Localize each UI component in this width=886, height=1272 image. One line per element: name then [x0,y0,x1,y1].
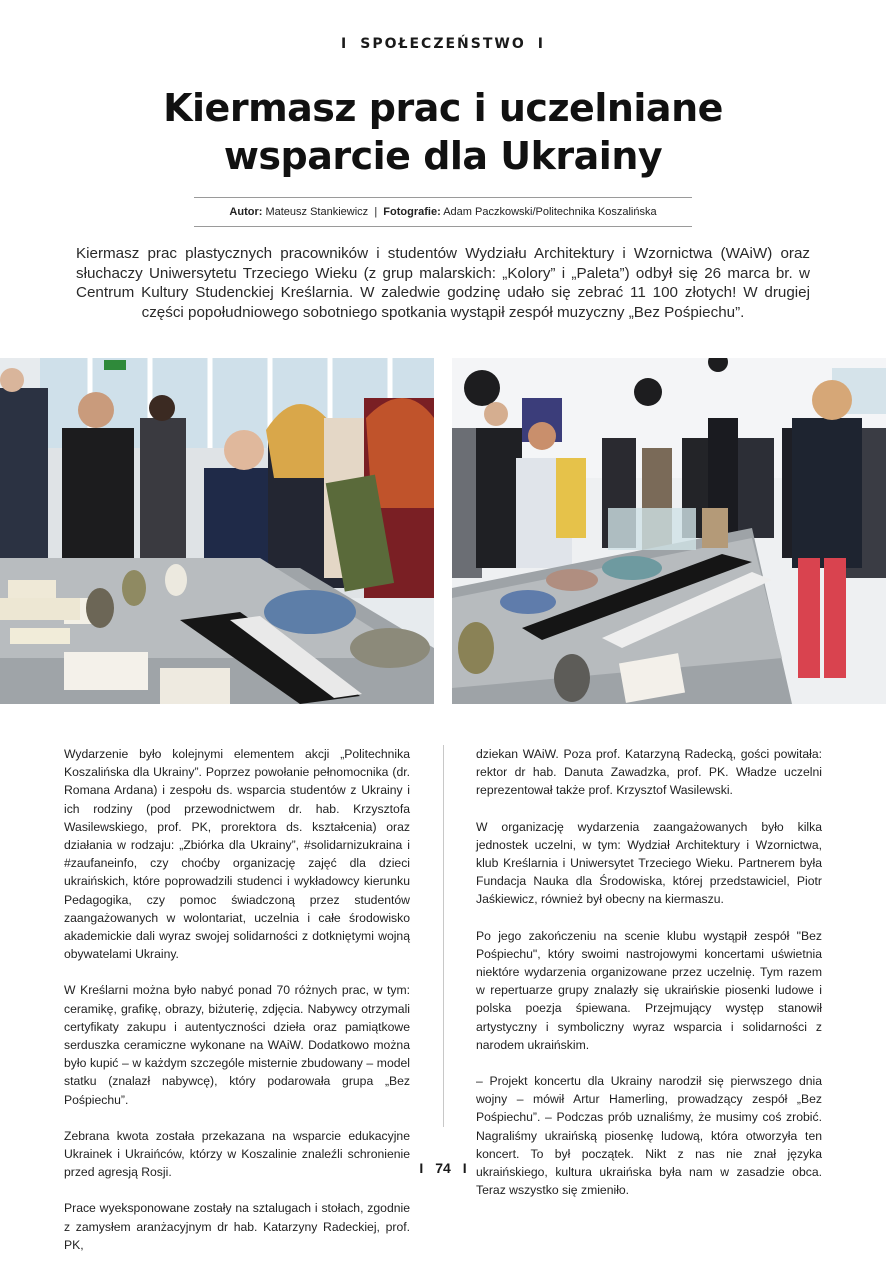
column-divider [443,745,444,1127]
body-paragraph: Wydarzenie było kolejnymi elementem akcji „Politechnika Koszalińska dla Ukrainy”. Poprzez powołanie pełnomocnika (dr. Romana Ardana) i zespołu ds. wsparcia studentów z Ukrainy i ich rodziny (pod przewodnictwem dr. hab. Krzysztofa Wasilewskiego, prof. PK, prorektora ds. kształcenia) oraz działania w rodzaju: „Zbiórka dla Ukrainy”, #solidarnizukraina i #zaufaneinfo, czy choćby organizację zajęć dla dzieci ukraińskich, które poprowadzili studenci i wykładowcy kierunku Pedagogika, czy pomoc świadczoną przez studentów zaangażowanych w wolontariat, uczelnia i całe środowisko akademickie dali wyraz swojej solidarności z dotkniętymi wojną obywatelami Ukrainy. [64,747,410,962]
body-paragraph: W Kreślarni można było nabyć ponad 70 różnych prac, w tym: ceramikę, grafikę, obrazy, biżuterię, zdjęcia. Nabywcy otrzymali certyfikaty zakupu i autentyczności dzieła oraz pamiątkowe serduszka ceramiczne wykonane na WAiW. Dodatkowo można było kupić – w każdym szczególe misternie zbudowany – model statku (znalazł nabywcę), który podarowała grupa „Bez Pośpiechu”. [64,983,410,1107]
page-separator-right: I [462,1160,467,1176]
page-separator-left: I [419,1160,424,1176]
body-paragraph: Zebrana kwota została przekazana na wsparcie edukacyjne Ukrainek i Ukraińców, którzy w Koszalinie znaleźli schronienie przed agresją Rosji. [64,1128,410,1180]
author-name: Mateusz Stankiewicz [265,206,369,218]
section-separator-right: I [537,36,545,52]
byline-separator: | [374,206,378,218]
body-paragraph: Po jego zakończeniu na scenie klubu wystąpił zespół "Bez Pośpiechu", który swoimi nastrojowymi koncertami uświetnia niektóre wydarzenia organizowane przez uczelnię. Tym razem w repertuarze grupy znalazły się ukraińskie piosenki ludowe i polska poezja śpiewana. Przejmujący występ stanowił artystyczny i symboliczny wyraz wsparcia i solidarności z narodem ukraińskim. [476,928,822,1052]
article-lead: Kiermasz prac plastycznych pracowników i studentów Wydziału Architektury i Wzornictwa (WAiW) oraz słuchaczy Uniwersytetu Trzeciego Wieku (z grup malarskich: „Kolory” i „Paleta”) odbył się 26 marca br. w Centrum Kultury Studenckiej Kreślarnia. W zaledwie godzinę udało się zebrać 11 100 złotych! W drugiej części popołudniowego sobotniego spotkania wystąpił zespół muzyczny „Bez Pośpiechu”. [76,245,810,321]
byline [194,197,692,227]
photo-exhibition-right [452,358,886,704]
page-number-value: 74 [435,1160,451,1176]
section-separator-left: I [341,36,349,52]
body-paragraph: – Projekt koncertu dla Ukrainy narodził się pierwszego dnia wojny – mówił Artur Hamerling, prowadzący zespół „Bez Pośpiechu”. – Podczas prób uznaliśmy, że musimy coś zrobić. Nagraliśmy ukraińską piosenkę ludową, która otworzyła ten koncert. To był początek. Nikt z nas nie znał języka ukraińskiego, kultura ukraińska była nam w zasadzie obca. Teraz wszystko się zmieniło. [476,1074,822,1198]
page-number [0,1160,886,1176]
photo-exhibition-left [0,358,434,704]
article-column-left [64,745,410,1272]
body-paragraph: Prace wyeksponowane zostały na sztalugach i stołach, zgodnie z zamysłem aranżacyjnym dr hab. Katarzyny Radeckiej, prof. PK, [64,1201,410,1252]
article-title-line-2: wsparcie dla Ukrainy [223,134,663,178]
body-paragraph: dziekan WAiW. Poza prof. Katarzyną Radecką, gości powitała: rektor dr hab. Danuta Zawadzka, prof. PK. Władze uczelni reprezentował także prof. Krzysztof Wasilewski. [476,747,822,798]
body-paragraph: W organizację wydarzenia zaangażowanych było kilka jednostek uczelni, w tym: Wydział Architektury i Wzornictwa, klub Kreślarnia i Uniwersytet Trzeciego Wieku. Partnerem była Fundacja Nauka dla Środowiska, której przedstawiciel, Piotr Jaśkiewicz, również był obecny na kiermaszu. [476,819,822,907]
author-label: Autor: [229,206,263,218]
section-name: SPOŁECZEŃSTWO [360,36,526,52]
section-label [0,36,886,52]
photos-label: Fotografie: [383,206,441,218]
photos-credit: Adam Paczkowski/Politechnika Koszalińska [443,206,657,218]
article-title [0,84,886,180]
article-title-line-1: Kiermasz prac i uczelniane [163,86,723,130]
article-column-right [476,745,822,1217]
